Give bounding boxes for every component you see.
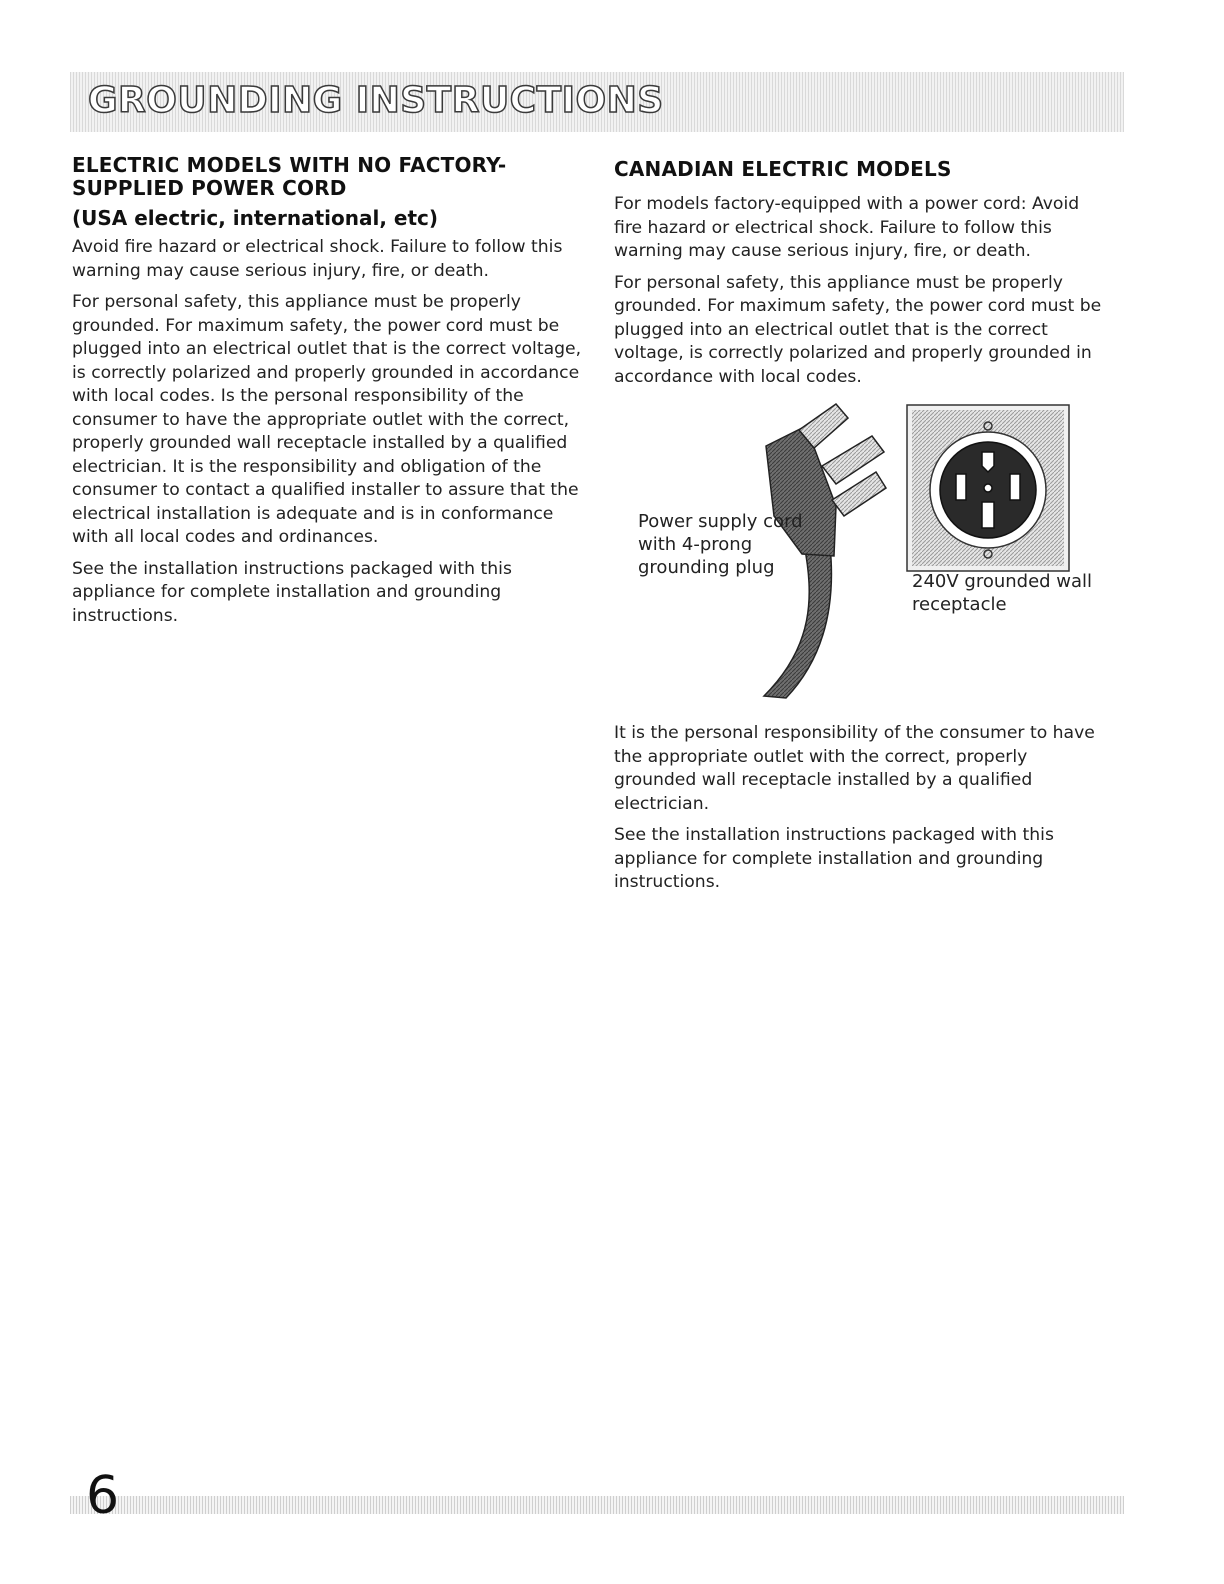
paragraph: See the installation instructions packaged with this appliance for complete installation and grounding instructions. xyxy=(72,558,512,626)
left-column xyxy=(72,154,582,636)
plug-caption: Power supply cord with 4-prong grounding plug xyxy=(638,511,803,578)
paragraph: For personal safety, this appliance must be properly grounded. For maximum safety, the power cord must be plugged into an electrical outlet that is the correct voltage, is correctly polarized and properly grounded in accordance with local codes. Is the personal responsibility of the consumer to have the appropriate outlet with the correct, properly grounded wall receptacle installed by a qualified electrician. It is the responsibility and obligation of the consumer to contact a qualified installer to assure that the electrical installation is adequate and is in conformance with all local codes and ordinances. xyxy=(72,292,582,547)
plug-and-receptacle-figure xyxy=(614,396,1104,706)
receptacle-caption: 240V grounded wall receptacle xyxy=(912,571,1093,615)
page-number: 6 xyxy=(86,1466,120,1526)
section-banner xyxy=(70,72,1124,132)
section-heading-canadian: CANADIAN ELECTRIC MODELS xyxy=(614,157,952,181)
right-column-continued xyxy=(614,722,1104,903)
paragraph: Avoid fire hazard or electrical shock. Failure to follow this warning may cause serious injury, fire, or death. xyxy=(72,237,563,281)
section-subheading: (USA electric, international, etc) xyxy=(72,206,439,230)
wall-receptacle-illustration xyxy=(906,404,1070,574)
paragraph: It is the personal responsibility of the consumer to have the appropriate outlet with the correct, properly grounded wall receptacle installed by a qualified electrician. xyxy=(614,723,1095,814)
paragraph: For models factory-equipped with a power cord: Avoid fire hazard or electrical shock. Failure to follow this warning may cause serious injury, fire, or death. xyxy=(614,194,1080,261)
paragraph: For personal safety, this appliance must be properly grounded. For maximum safety, the power cord must be plugged into an electrical outlet that is the correct voltage, is correctly polarized and properly grounded in accordance with local codes. xyxy=(614,272,1102,387)
footer-band xyxy=(70,1496,1124,1514)
paragraph: See the installation instructions packaged with this appliance for complete installation and grounding instructions. xyxy=(614,825,1054,892)
page-title: GROUNDING INSTRUCTIONS xyxy=(88,80,664,121)
right-column xyxy=(614,154,1104,397)
section-heading-no-cord: ELECTRIC MODELS WITH NO FACTORY-SUPPLIED POWER CORD xyxy=(72,153,507,200)
